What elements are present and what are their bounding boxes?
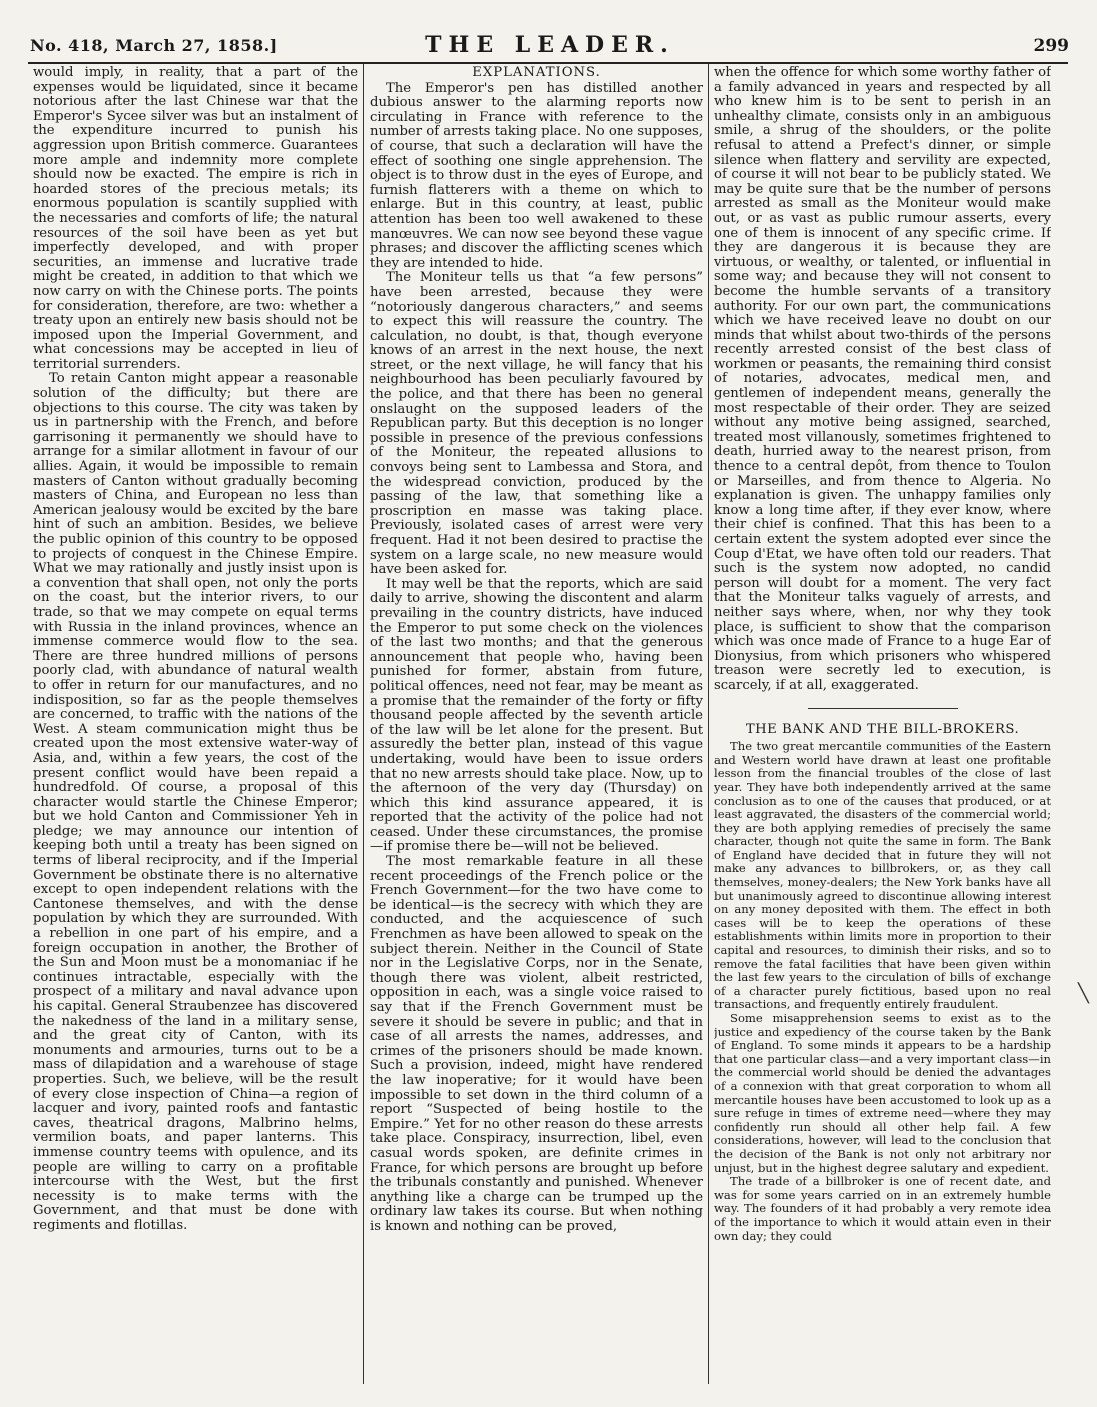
article-heading-bank: THE BANK AND THE BILL-BROKERS.	[745, 721, 1020, 737]
paragraph: The Emperor's pen has distilled another dubious answer to the alarming reports now circulating in France with reference to the number of arrests taking place. No one supposes, of course, that such a declaration will have the effect of soothing one single apprehension. The object is to throw dust in the eyes of Europe, and furnish flatterers with a theme on which to enlarge. But in this country, at least, public attention has been too well awakened to these manœuvres. We can now see beyond these vague phrases; and discover the afflicting scenes which they are intended to hide.	[370, 80, 703, 271]
issue-info: No. 418, March 27, 1858.]	[30, 36, 278, 55]
header-rule	[28, 62, 1068, 64]
paragraph: Some misapprehension seems to exist as to the justice and expediency of the course taken by the Bank of England. To some minds it appears to be a hardship that one particular class—and a very important class—in the commercial world should be denied the advantages of a connexion with that great corporation to whom all mercantile houses have been accustomed to look up as a sure refuge in times of extreme need—where they may confidently run should all other help fail. A few considerations, however, will lead to the conclusion that the decision of the Bank is not only not arbitrary nor unjust, but in the highest degree salutary and expedient.	[714, 1011, 1051, 1175]
article-separator	[808, 708, 958, 709]
article-bank-body	[714, 740, 1051, 1243]
page-number: 299	[1033, 36, 1069, 56]
page-header	[0, 0, 1097, 64]
paragraph: The two great mercantile communities of the Eastern and Western world have drawn at least one profitable lesson from the financial troubles of the close of last year. They have both independently arrived at the same conclusion as to one of the causes that produced, or at least aggravated, the disasters of the commercial world; they are both applying remedies of precisely the same character, though not quite the same in form. The Bank of England have decided that in future they will not make any advances to billbrokers, or, as they call themselves, money-dealers; the New York banks have all but unanimously agreed to discontinue allowing interest on any money deposited with them. The effect in both cases will be to keep the operations of these establishments within limits more in proportion to their capital and resources, to diminish their risks, and so to remove the fatal facilities that have been given within the last few years to the circulation of bills of exchange of a character purely fictitious, based upon no real transactions, and frequently entirely fraudulent.	[714, 739, 1051, 1012]
column-right	[714, 66, 1051, 1396]
margin-mark: ╲	[1078, 983, 1089, 1004]
column-left	[33, 66, 358, 1396]
column-middle	[370, 66, 703, 1396]
article-heading-explanations: EXPLANATIONS.	[472, 66, 601, 80]
paragraph: The most remarkable feature in all these recent proceedings of the French police or the French Government—for the two have come to be identical—is the secrecy with which they are conducted, and the acquiescence of such Frenchmen as have been allowed to speak on the subject therein. Neither in the Council of State nor in the Legislative Corps, nor in the Senate, though there was violent, albeit restricted, opposition in each, was a single voice raised to say that if the French Government must be severe it should be severe in public; and that in case of all arrests the names, addresses, and crimes of the prisoners should be made known. Such a provision, indeed, might have rendered the law inoperative; for it would have been impossible to set down in the third column of a report “Suspected of being hostile to the Empire.” Yet for no other reason do these arrests take place. Conspiracy, insurrection, libel, even casual words spoken, are definite crimes in France, for which persons are brought up before the tribunals constantly and punished. Whenever anything like a charge can be trumped up the ordinary law takes its course. But when nothing is known and nothing can be proved,	[370, 854, 703, 1234]
paragraph: It may well be that the reports, which are said daily to arrive, showing the discontent and alarm prevailing in the country districts, have induced the Emperor to put some check on the violences of the last two months; and that the generous announcement that people who, having been punished for former, abstain from future, political offences, need not fear, may be meant as a promise that the remainder of the forty or fifty thousand people affected by the seventh article of the law will be let alone for the present. But assuredly the better plan, instead of this vague undertaking, would have been to issue orders that no new arrests should take place. Now, up to the afternoon of the very day (Thursday) on which this kind assurance appeared, it is reported that the activity of the police had not ceased. Under these circumstances, the promise—if promise there be—will not be believed.	[370, 576, 703, 855]
column-divider	[363, 64, 364, 1384]
paragraph: would imply, in reality, that a part of the expenses would be liquidated, since it became notorious after the last Chinese war that the Emperor's Sycee silver was but an instalment of the expenditure incurred to punish his aggression upon British commerce. Guarantees more ample and indemnity more complete should now be exacted. The empire is rich in hoarded stores of the precious metals; its enormous population is scantily supplied with the necessaries and comforts of life; the natural resources of the soil have been as yet but imperfectly developed, and with proper securities, an immense and lucrative trade might be created, in addition to that which we now carry on with the Chinese ports. The points for consideration, therefore, are two: whether a treaty upon an entirely new basis should not be imposed upon the Imperial Government, and what concessions may be accepted in lieu of territorial surrenders.	[33, 66, 358, 372]
masthead-title: THE LEADER.	[425, 32, 675, 58]
paragraph: To retain Canton might appear a reasonable solution of the difficulty; but there are objections to this course. The city was taken by us in partnership with the French, and before garrisoning it permanently we should have to arrange for a similar allotment in favour of our allies. Again, it would be impossible to remain masters of Canton without gradually becoming masters of China, and European no less than American jealousy would be excited by the bare hint of such an ambition. Besides, we believe the public opinion of this country to be opposed to projects of conquest in the Chinese Empire. What we may rationally and justly insist upon is a convention that shall open, not only the ports on the coast, but the interior rivers, to our trade, so that we may compete on equal terms with Russia in the inland provinces, whence an immense commerce would flow to the sea. There are three hundred millions of persons poorly clad, with abundance of natural wealth to offer in return for our manufactures, and no indisposition, so far as the people themselves are concerned, to traffic with the nations of the West. A steam communication might thus be created upon the most extensive water-way of Asia, and, within a few years, the cost of the present conflict would have been repaid a hundredfold. Of course, a proposal of this character would startle the Chinese Emperor; but we hold Canton and Commissioner Yeh in pledge; we may announce our intention of keeping both until a treaty has been signed on terms of liberal reciprocity, and if the Imperial Government be obstinate there is no alternative except to open independent relations with the Cantonese themselves, and with the dense population by which they are surrounded. With a rebellion in one part of his empire, and a foreign occupation in another, the Brother of the Sun and Moon must be a monomaniac if he continues intractable, especially with the prospect of a military and naval advance upon his capital. General Straubenzee has discovered the nakedness of the land in a military sense, and the great city of Canton, with its monuments and armouries, turns out to be a mass of dilapidation and a warehouse of stage properties. Such, we believe, will be the result of every close inspection of China—a region of lacquer and ivory, painted roofs and fantastic caves, theatrical dragons, Malbrino helms, vermilion boats, and paper lanterns. This immense country teems with opulence, and its people are willing to carry on a profitable intercourse with the West, but the first necessity is to make terms with the Government, and that must be done with regiments and flotillas.	[33, 371, 358, 1233]
paragraph: The trade of a billbroker is one of recent date, and was for some years carried on in an extremely humble way. The founders of it had probably a very remote idea of the importance to which it would attain even in their own day; they could	[714, 1174, 1051, 1243]
paragraph: when the offence for which some worthy father of a family advanced in years and respected by all who knew him is to be sent to perish in an unhealthy climate, consists only in an ambiguous smile, a shrug of the shoulders, or the polite refusal to attend a Prefect's dinner, or simple silence when flattery and servility are expected, of course it will not bear to be publicly stated. We may be quite sure that be the number of persons arrested as small as the Moniteur would make out, or as vast as public rumour asserts, every one of them is innocent of any specific crime. If they are dangerous it is because they are virtuous, or wealthy, or talented, or influential in some way; and because they will not consent to become the humble servants of a transitory authority. For our own part, the communications which we have received leave no doubt on our minds that whilst about two-thirds of the persons recently arrested consist of the best class of workmen or peasants, the remaining third consist of notaries, advocates, medical men, and gentlemen of independent means, generally the most respectable of their order. They are seized without any motive being assigned, searched, treated most villanously, sometimes frightened to death, hurried away to the nearest prison, from thence to a central depôt, from thence to Toulon or Marseilles, and from thence to Algeria. No explanation is given. The unhappy families only know a long time after, if they ever know, where their chief is confined. That this has been to a certain extent the system adopted ever since the Coup d'Etat, we have often told our readers. That such is the system now adopted, no candid person will doubt for a moment. The very fact that the Moniteur talks vaguely of arrests, and neither says where, when, nor why they took place, is sufficient to show that the comparison which was once made of France to a huge Ear of Dionysius, from which prisoners who whispered treason were secretly led to execution, is scarcely, if at all, exaggerated.	[714, 66, 1051, 693]
paragraph: The Moniteur tells us that “a few persons” have been arrested, because they were “notoriously dangerous characters,” and seems to expect this will reassure the country. The calculation, no doubt, is that, though everyone knows of an arrest in the next house, the next street, or the next village, he will fancy that his neighbourhood has been peculiarly favoured by the police, and that there has been no general onslaught on the supposed leaders of the Republican party. But this deception is no longer possible in presence of the previous confessions of the Moniteur, the repeated allusions to convoys being sent to Lambessa and Stora, and the widespread conviction, produced by the passing of the law, that something like a proscription en masse was taking place. Previously, isolated cases of arrest were very frequent. Had it not been desired to practise the system on a large scale, no new measure would have been asked for.	[370, 270, 703, 578]
column-divider	[708, 64, 709, 1384]
